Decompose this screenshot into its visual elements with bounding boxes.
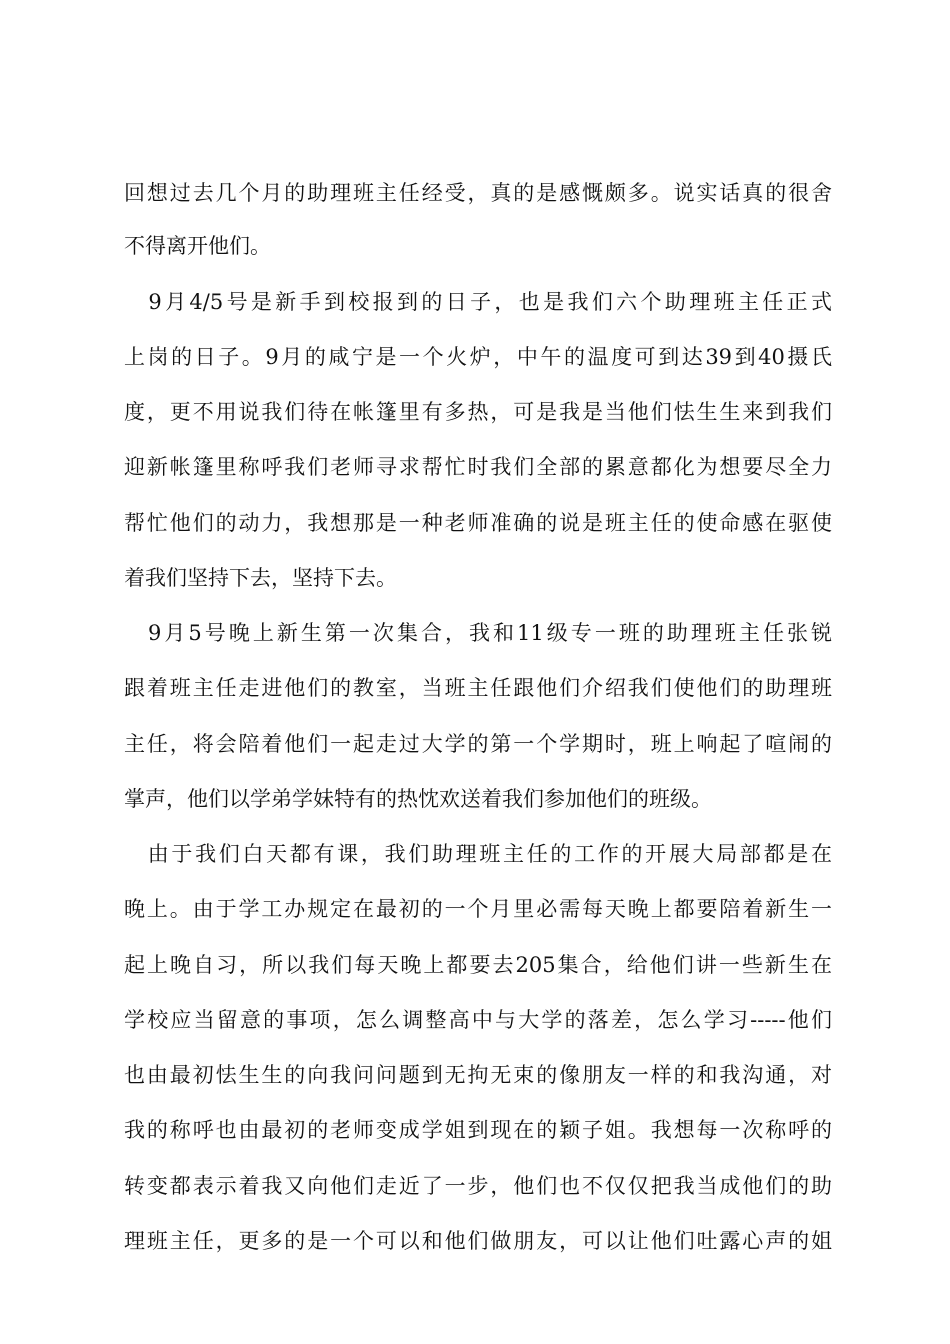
text-line: 由于我们白天都有课，我们助理班主任的工作的开展大局部都是在	[124, 842, 832, 866]
text-line: 帮忙他们的动力，我想那是一种老师准确的说是班主任的使命感在驱使	[124, 511, 832, 535]
text-line: 我的称呼也由最初的老师变成学姐到现在的颖子姐。我想每一次称呼的	[124, 1118, 832, 1142]
text-line: 迎新帐篷里称呼我们老师寻求帮忙时我们全部的累意都化为想要尽全力	[124, 455, 832, 479]
text-line: 9月4/5号是新手到校报到的日子，也是我们六个助理班主任正式	[124, 290, 832, 314]
text-line: 不得离开他们。	[124, 234, 271, 258]
text-line: 也由最初怯生生的向我问问题到无拘无束的像朋友一样的和我沟通，对	[124, 1063, 832, 1087]
text-line: 学校应当留意的事项，怎么调整高中与大学的落差，怎么学习-----他们	[124, 1008, 832, 1032]
text-line: 主任，将会陪着他们一起走过大学的第一个学期时，班上响起了喧闹的	[124, 732, 832, 756]
text-line: 度，更不用说我们待在帐篷里有多热，可是我是当他们怯生生来到我们	[124, 400, 832, 424]
text-line: 转变都表示着我又向他们走近了一步，他们也不仅仅把我当成他们的助	[124, 1174, 832, 1198]
text-line: 着我们坚持下去，坚持下去。	[124, 566, 397, 590]
text-line: 回想过去几个月的助理班主任经受，真的是感慨颇多。说实话真的很舍	[124, 181, 832, 205]
text-line: 起上晚自习，所以我们每天晚上都要去205集合，给他们讲一些新生在	[124, 953, 832, 977]
text-line: 上岗的日子。9月的咸宁是一个火炉，中午的温度可到达39到40摄氏	[124, 345, 832, 369]
text-line: 9月5号晚上新生第一次集合，我和11级专一班的助理班主任张锐	[124, 621, 832, 645]
text-line: 跟着班主任走进他们的教室，当班主任跟他们介绍我们使他们的助理班	[124, 676, 832, 700]
text-line: 掌声，他们以学弟学妹特有的热忱欢送着我们参加他们的班级。	[124, 787, 712, 811]
text-line: 理班主任，更多的是一个可以和他们做朋友，可以让他们吐露心声的姐	[124, 1229, 832, 1253]
text-line: 晚上。由于学工办规定在最初的一个月里必需每天晚上都要陪着新生一	[124, 897, 832, 921]
